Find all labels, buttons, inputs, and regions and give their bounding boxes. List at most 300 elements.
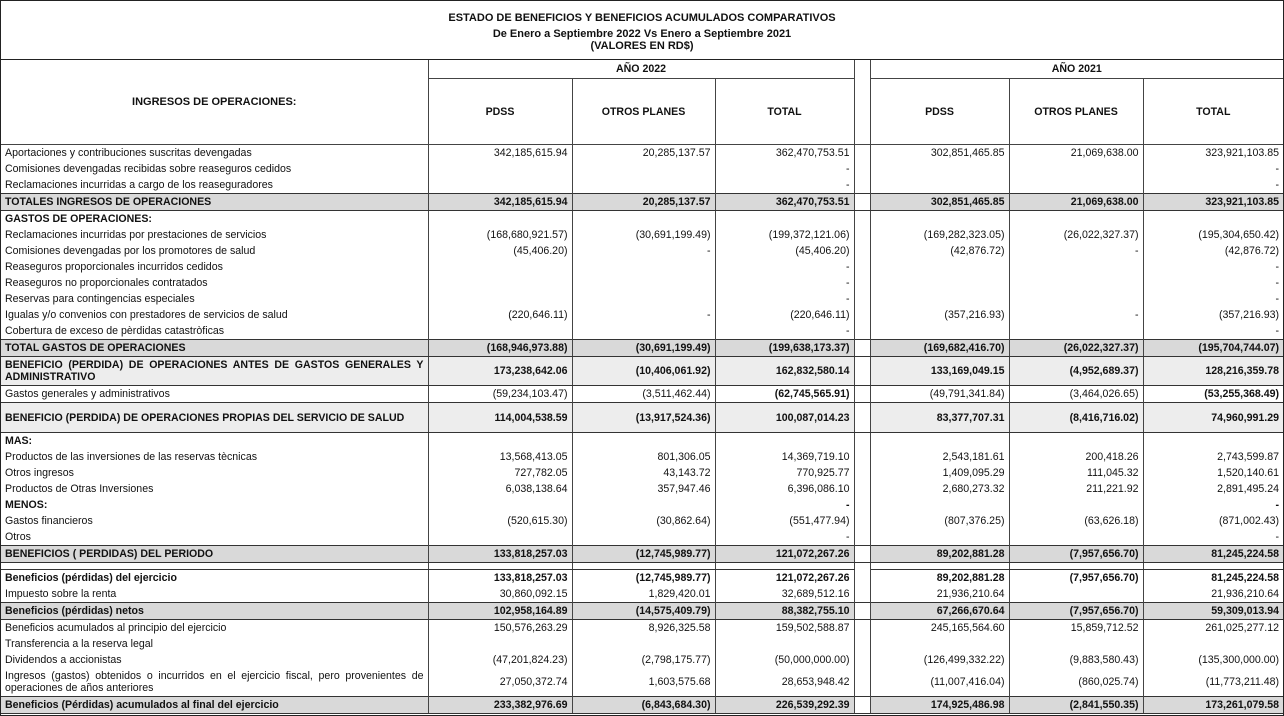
row-label: Dividendos a accionistas <box>5 654 122 666</box>
column-separator <box>854 357 870 386</box>
otros-2022-value <box>572 161 715 177</box>
pdss-2021-value <box>870 529 1009 546</box>
pdss-2022-value <box>428 636 572 652</box>
column-separator <box>854 652 870 668</box>
row-label: Productos de las inversiones de las reservas tècnicas <box>5 451 258 463</box>
total-2021-value: - <box>1143 275 1283 291</box>
otros-2022-value: (30,862.64) <box>572 513 715 529</box>
table-row <box>1 243 1283 259</box>
pdss-2021-value <box>870 323 1009 340</box>
total-2021-value: (195,704,744.07) <box>1143 340 1283 357</box>
total-2022-value: - <box>715 291 854 307</box>
pdss-2021-value: 174,925,486.98 <box>870 697 1009 714</box>
row-label: Beneficios (pérdidas) netos <box>1 603 428 620</box>
spacer-row <box>1 563 1283 570</box>
table-row <box>1 259 1283 275</box>
spacer-cell <box>1009 563 1143 570</box>
column-separator <box>854 449 870 465</box>
otros-2022-value: 20,285,137.57 <box>572 145 715 162</box>
total-2022-value: 28,653,948.42 <box>715 668 854 697</box>
pdss-2021-value <box>870 211 1009 228</box>
total-2022-header: TOTAL <box>715 79 854 145</box>
ingresos-header: INGRESOS DE OPERACIONES: <box>1 60 428 145</box>
total-2021-value: (871,002.43) <box>1143 513 1283 529</box>
otros-2022-value <box>572 433 715 450</box>
row-label: Otros <box>5 531 31 543</box>
pdss-2022-value: 342,185,615.94 <box>428 145 572 162</box>
pdss-2022-value <box>428 433 572 450</box>
total-2021-value: - <box>1143 323 1283 340</box>
column-separator <box>854 307 870 323</box>
total-2021-value: - <box>1143 161 1283 177</box>
table-row <box>1 386 1283 403</box>
otros-2022-value: 1,603,575.68 <box>572 668 715 697</box>
pdss-2021-value: 67,266,670.64 <box>870 603 1009 620</box>
row-label: Beneficios acumulados al principio del ejercicio <box>5 622 227 634</box>
otros-2022-value: (2,798,175.77) <box>572 652 715 668</box>
otros-2021-value <box>1009 323 1143 340</box>
row-label: Beneficios (pérdidas) del ejercicio <box>5 572 177 584</box>
pdss-2021-header: PDSS <box>870 79 1009 145</box>
statement-units: (VALORES EN RD$) <box>590 40 694 52</box>
table-row <box>1 481 1283 497</box>
pdss-2022-value: (168,946,973.88) <box>428 340 572 357</box>
table-row <box>1 668 1283 697</box>
total-2022-value: 362,470,753.51 <box>715 194 854 211</box>
column-separator <box>854 570 870 587</box>
table-row <box>1 357 1283 386</box>
otros-2021-value <box>1009 275 1143 291</box>
otros-2021-value <box>1009 177 1143 194</box>
total-2022-value: - <box>715 259 854 275</box>
column-separator <box>854 386 870 403</box>
total-2022-value: - <box>715 323 854 340</box>
otros-2022-value: 1,829,420.01 <box>572 586 715 603</box>
total-2022-value <box>715 433 854 450</box>
total-2021-value: (135,300,000.00) <box>1143 652 1283 668</box>
year-2021-header: AÑO 2021 <box>870 60 1283 79</box>
total-2021-value: - <box>1143 259 1283 275</box>
otros-2021-value <box>1009 291 1143 307</box>
pdss-2021-value: 245,165,564.60 <box>930 622 1005 634</box>
row-label: Reaseguros no proporcionales contratados <box>5 277 208 289</box>
pdss-2022-value <box>428 497 572 513</box>
pdss-2021-value: 1,409,095.29 <box>942 467 1005 479</box>
otros-2021-value: (9,883,580.43) <box>1009 652 1143 668</box>
spacer-cell <box>1 563 428 570</box>
column-separator <box>854 636 870 652</box>
pdss-2021-value: 2,680,273.32 <box>942 483 1005 495</box>
row-label: Beneficios (Pérdidas) acumulados al final del ejercicio <box>1 697 428 714</box>
row-label: TOTALES INGRESOS DE OPERACIONES <box>1 194 428 211</box>
otros-2021-value: (26,022,327.37) <box>1009 340 1143 357</box>
otros-2022-value: - <box>572 307 715 323</box>
total-2021-value: 323,921,103.85 <box>1143 145 1283 162</box>
table-row <box>1 340 1283 357</box>
pdss-2022-value <box>428 161 572 177</box>
otros-2022-value: 43,143.72 <box>572 465 715 481</box>
otros-2021-value: 15,859,712.52 <box>1009 620 1143 637</box>
total-2022-value: (199,638,173.37) <box>715 340 854 357</box>
column-separator <box>854 60 870 145</box>
total-2022-value: (551,477.94) <box>715 513 854 529</box>
otros-2022-value <box>572 636 715 652</box>
otros-2021-value <box>1009 259 1143 275</box>
pdss-2021-value <box>870 259 1009 275</box>
total-2022-value: (62,745,565.91) <box>715 386 854 403</box>
table-row <box>1 546 1283 563</box>
otros-2021-value: (7,957,656.70) <box>1009 546 1143 563</box>
otros-2021-value: - <box>1009 307 1143 323</box>
otros-2021-value <box>1009 497 1143 513</box>
table-row <box>1 194 1283 211</box>
otros-2022-value <box>572 275 715 291</box>
pdss-2021-value: (126,499,332.22) <box>923 654 1005 666</box>
table-row <box>1 529 1283 546</box>
pdss-2022-value: (168,680,921.57) <box>428 227 572 243</box>
total-2022-value: (45,406.20) <box>715 243 854 259</box>
otros-2021-header: OTROS PLANES <box>1009 79 1143 145</box>
row-label: Gastos generales y administrativos <box>5 388 170 400</box>
total-2021-value: 323,921,103.85 <box>1143 194 1283 211</box>
pdss-2021-value: 21,936,210.64 <box>936 588 1005 600</box>
pdss-2022-value: 6,038,138.64 <box>428 481 572 497</box>
row-label: Reclamaciones incurridas a cargo de los reaseguradores <box>5 179 273 191</box>
column-separator <box>854 323 870 340</box>
pdss-2021-value <box>870 177 1009 194</box>
total-2022-value: (199,372,121.06) <box>715 227 854 243</box>
total-2021-value <box>1143 211 1283 228</box>
total-2021-value: - <box>1143 497 1283 513</box>
table-row <box>1 161 1283 177</box>
row-label: Impuesto sobre la renta <box>5 588 117 600</box>
pdss-2022-value: 150,576,263.29 <box>428 620 572 637</box>
pdss-2022-value <box>428 177 572 194</box>
column-separator <box>854 161 870 177</box>
otros-2022-header: OTROS PLANES <box>572 79 715 145</box>
column-separator <box>854 620 870 637</box>
pdss-2021-value: (11,007,416.04) <box>930 676 1005 688</box>
pdss-2022-value <box>428 291 572 307</box>
total-2022-value: (220,646.11) <box>715 307 854 323</box>
pdss-2022-value: 233,382,976.69 <box>428 697 572 714</box>
table-row <box>1 403 1283 433</box>
column-separator <box>854 546 870 563</box>
pdss-2022-value: 102,958,164.89 <box>428 603 572 620</box>
table-row <box>1 449 1283 465</box>
row-label: Ingresos (gastos) obtenidos o incurridos en el ejercicio fiscal, pero provenientes de operaciones de años anteriores <box>5 670 424 694</box>
pdss-2021-value: (169,682,416.70) <box>870 340 1009 357</box>
otros-2022-value <box>572 497 715 513</box>
pdss-2022-value: 133,818,257.03 <box>428 570 572 587</box>
pdss-2021-value: 302,851,465.85 <box>930 147 1005 159</box>
table-row <box>1 211 1283 228</box>
total-2022-value <box>715 636 854 652</box>
otros-2022-value: 801,306.05 <box>572 449 715 465</box>
pdss-2021-value: (807,376.25) <box>944 515 1005 527</box>
total-2022-value: 159,502,588.87 <box>715 620 854 637</box>
otros-2022-value: (30,691,199.49) <box>572 340 715 357</box>
pdss-2022-value: 13,568,413.05 <box>428 449 572 465</box>
table-row <box>1 465 1283 481</box>
column-separator <box>854 243 870 259</box>
pdss-2021-value: 302,851,465.85 <box>870 194 1009 211</box>
otros-2022-value: (30,691,199.49) <box>572 227 715 243</box>
total-2021-header: TOTAL <box>1143 79 1283 145</box>
row-label: Productos de Otras Inversiones <box>5 483 154 495</box>
otros-2021-value: (7,957,656.70) <box>1009 603 1143 620</box>
statement-table <box>1 60 1283 714</box>
spacer-cell <box>715 563 854 570</box>
row-label: Comisiones devengadas recibidas sobre reaseguros cedidos <box>5 163 292 175</box>
otros-2022-value <box>572 323 715 340</box>
otros-2022-value <box>572 529 715 546</box>
table-row <box>1 620 1283 637</box>
otros-2021-value <box>1009 433 1143 450</box>
pdss-2021-value <box>870 497 1009 513</box>
otros-2021-value: (4,952,689.37) <box>1009 357 1143 386</box>
pdss-2022-value <box>428 259 572 275</box>
total-2021-value: (357,216.93) <box>1143 307 1283 323</box>
otros-2021-value: (7,957,656.70) <box>1009 570 1143 587</box>
column-separator <box>854 145 870 162</box>
otros-2022-value: (12,745,989.77) <box>572 546 715 563</box>
otros-2021-value <box>1009 529 1143 546</box>
pdss-2022-header: PDSS <box>428 79 572 145</box>
otros-2022-value: (10,406,061.92) <box>572 357 715 386</box>
column-separator <box>854 497 870 513</box>
pdss-2022-value <box>428 323 572 340</box>
total-2022-value: 226,539,292.39 <box>715 697 854 714</box>
statement-title: ESTADO DE BENEFICIOS Y BENEFICIOS ACUMULADOS COMPARATIVOS <box>448 12 836 24</box>
table-row <box>1 652 1283 668</box>
total-2021-value: 261,025,277.12 <box>1143 620 1283 637</box>
total-2021-value: 21,936,210.64 <box>1143 586 1283 603</box>
otros-2022-value: (3,511,462.44) <box>572 386 715 403</box>
otros-2021-value <box>1009 636 1143 652</box>
otros-2022-value <box>572 211 715 228</box>
pdss-2021-value <box>870 291 1009 307</box>
pdss-2021-value: (357,216.93) <box>944 309 1005 321</box>
otros-2021-value: (3,464,026.65) <box>1009 386 1143 403</box>
table-row <box>1 145 1283 162</box>
otros-2022-value: 357,947.46 <box>572 481 715 497</box>
otros-2021-value: (8,416,716.02) <box>1009 403 1143 433</box>
total-2021-value: 2,891,495.24 <box>1143 481 1283 497</box>
column-separator <box>854 668 870 697</box>
row-label: Reservas para contingencias especiales <box>5 293 195 305</box>
otros-2021-value: 21,069,638.00 <box>1009 145 1143 162</box>
pdss-2022-value: 133,818,257.03 <box>428 546 572 563</box>
total-2021-value: 81,245,224.58 <box>1143 546 1283 563</box>
pdss-2022-value: (59,234,103.47) <box>428 386 572 403</box>
pdss-2022-value: 342,185,615.94 <box>428 194 572 211</box>
total-2021-value: 74,960,991.29 <box>1143 403 1283 433</box>
pdss-2022-value: 173,238,642.06 <box>428 357 572 386</box>
pdss-2022-value: 114,004,538.59 <box>428 403 572 433</box>
spacer-cell <box>572 563 715 570</box>
column-separator <box>854 275 870 291</box>
row-label: MENOS: <box>5 499 48 511</box>
total-2022-value <box>715 211 854 228</box>
row-label: Transferencia a la reserva legal <box>5 638 153 650</box>
pdss-2021-value <box>870 275 1009 291</box>
otros-2021-value: (2,841,550.35) <box>1009 697 1143 714</box>
total-2021-value <box>1143 636 1283 652</box>
otros-2022-value <box>572 259 715 275</box>
total-2022-value: - <box>715 497 854 513</box>
spacer-cell <box>1143 563 1283 570</box>
table-row <box>1 513 1283 529</box>
total-2021-value: 81,245,224.58 <box>1143 570 1283 587</box>
table-row <box>1 636 1283 652</box>
column-separator <box>854 227 870 243</box>
otros-2021-value <box>1009 586 1143 603</box>
column-separator <box>854 211 870 228</box>
spacer-cell <box>428 563 572 570</box>
otros-2022-value: 8,926,325.58 <box>572 620 715 637</box>
statement-period: De Enero a Septiembre 2022 Vs Enero a Septiembre 2021 <box>492 28 792 40</box>
row-label: MAS: <box>5 435 33 447</box>
row-label: GASTOS DE OPERACIONES: <box>5 213 152 225</box>
otros-2021-value: 211,221.92 <box>1009 481 1143 497</box>
total-2021-value: - <box>1143 529 1283 546</box>
total-2022-value: 121,072,267.26 <box>715 570 854 587</box>
table-row <box>1 433 1283 450</box>
column-separator <box>854 529 870 546</box>
total-2021-value: (42,876.72) <box>1143 243 1283 259</box>
spacer-cell <box>854 563 870 570</box>
statement-header <box>1 1 1283 60</box>
total-2021-value: 59,309,013.94 <box>1143 603 1283 620</box>
pdss-2021-value: 2,543,181.61 <box>942 451 1005 463</box>
row-label: Gastos financieros <box>5 515 93 527</box>
row-label: BENEFICIOS ( PERDIDAS) DEL PERIODO <box>1 546 428 563</box>
table-row <box>1 323 1283 340</box>
total-2022-value: 100,087,014.23 <box>715 403 854 433</box>
pdss-2021-value: (49,791,341.84) <box>929 388 1005 400</box>
otros-2022-value: (6,843,684.30) <box>572 697 715 714</box>
column-separator <box>854 403 870 433</box>
pdss-2022-value: (220,646.11) <box>428 307 572 323</box>
total-2022-value: 121,072,267.26 <box>715 546 854 563</box>
total-2021-value: 128,216,359.78 <box>1143 357 1283 386</box>
pdss-2022-value <box>428 211 572 228</box>
otros-2022-value <box>572 291 715 307</box>
total-2021-value: - <box>1143 291 1283 307</box>
row-label: Igualas y/o convenios con prestadores de servicios de salud <box>5 309 288 321</box>
otros-2021-value: (860,025.74) <box>1009 668 1143 697</box>
row-label: Comisiones devengadas por los promotores de salud <box>5 245 256 257</box>
row-label: TOTAL GASTOS DE OPERACIONES <box>1 340 428 357</box>
otros-2022-value <box>572 177 715 194</box>
table-row <box>1 275 1283 291</box>
otros-2021-value <box>1009 161 1143 177</box>
total-2022-value: 14,369,719.10 <box>715 449 854 465</box>
otros-2021-value: (26,022,327.37) <box>1009 227 1143 243</box>
otros-2022-value: (12,745,989.77) <box>572 570 715 587</box>
column-separator <box>854 259 870 275</box>
row-label: Aportaciones y contribuciones suscritas devengadas <box>5 147 252 159</box>
pdss-2022-value: 30,860,092.15 <box>428 586 572 603</box>
row-label: BENEFICIO (PERDIDA) DE OPERACIONES ANTES DE GASTOS GENERALES Y ADMINISTRATIVO <box>1 357 428 386</box>
otros-2021-value <box>1009 211 1143 228</box>
pdss-2021-value <box>870 433 1009 450</box>
total-2021-value: 173,261,079.58 <box>1143 697 1283 714</box>
table-row <box>1 697 1283 714</box>
total-2022-value: 362,470,753.51 <box>715 145 854 162</box>
total-2021-value: (11,773,211.48) <box>1143 668 1283 697</box>
otros-2022-value: 20,285,137.57 <box>572 194 715 211</box>
table-row <box>1 603 1283 620</box>
pdss-2021-value: (169,282,323.05) <box>923 229 1005 241</box>
column-separator <box>854 603 870 620</box>
table-row <box>1 586 1283 603</box>
table-row <box>1 570 1283 587</box>
column-separator <box>854 177 870 194</box>
total-2022-value: (50,000,000.00) <box>715 652 854 668</box>
column-separator <box>854 291 870 307</box>
column-separator <box>854 513 870 529</box>
total-2022-value: - <box>715 161 854 177</box>
pdss-2022-value: (45,406.20) <box>428 243 572 259</box>
row-label: Reclamaciones incurridas por prestaciones de servicios <box>5 229 267 241</box>
otros-2021-value: 111,045.32 <box>1009 465 1143 481</box>
total-2021-value: - <box>1143 177 1283 194</box>
total-2022-value: - <box>715 177 854 194</box>
column-separator <box>854 433 870 450</box>
pdss-2022-value: (520,615.30) <box>428 513 572 529</box>
pdss-2021-value <box>870 636 1009 652</box>
pdss-2021-value: 89,202,881.28 <box>870 546 1009 563</box>
row-label: BENEFICIO (PERDIDA) DE OPERACIONES PROPIAS DEL SERVICIO DE SALUD <box>1 403 428 433</box>
total-2021-value: 1,520,140.61 <box>1143 465 1283 481</box>
total-2021-value: (53,255,368.49) <box>1143 386 1283 403</box>
otros-2021-value: 21,069,638.00 <box>1009 194 1143 211</box>
pdss-2021-value: 83,377,707.31 <box>870 403 1009 433</box>
table-row <box>1 307 1283 323</box>
row-label: Cobertura de exceso de pèrdidas catastròficas <box>5 325 225 337</box>
total-2022-value: 6,396,086.10 <box>715 481 854 497</box>
spacer-cell <box>870 563 1009 570</box>
total-2022-value: 88,382,755.10 <box>715 603 854 620</box>
total-2022-value: 32,689,512.16 <box>715 586 854 603</box>
total-2022-value: 162,832,580.14 <box>715 357 854 386</box>
table-row <box>1 291 1283 307</box>
otros-2021-value: - <box>1009 243 1143 259</box>
table-row <box>1 497 1283 513</box>
pdss-2022-value <box>428 529 572 546</box>
pdss-2021-value: 89,202,881.28 <box>936 572 1005 584</box>
column-separator <box>854 697 870 714</box>
pdss-2021-value: 133,169,049.15 <box>870 357 1009 386</box>
column-separator <box>854 194 870 211</box>
column-separator <box>854 340 870 357</box>
total-2022-value: - <box>715 275 854 291</box>
pdss-2022-value: (47,201,824.23) <box>428 652 572 668</box>
pdss-2021-value: (42,876.72) <box>950 245 1005 257</box>
table-row <box>1 227 1283 243</box>
pdss-2021-value <box>870 161 1009 177</box>
pdss-2022-value: 27,050,372.74 <box>428 668 572 697</box>
total-2021-value: (195,304,650.42) <box>1143 227 1283 243</box>
pdss-2022-value <box>428 275 572 291</box>
otros-2021-value: (63,626.18) <box>1009 513 1143 529</box>
total-2022-value: - <box>715 529 854 546</box>
column-separator <box>854 465 870 481</box>
otros-2022-value: (13,917,524.36) <box>572 403 715 433</box>
otros-2022-value: - <box>572 243 715 259</box>
